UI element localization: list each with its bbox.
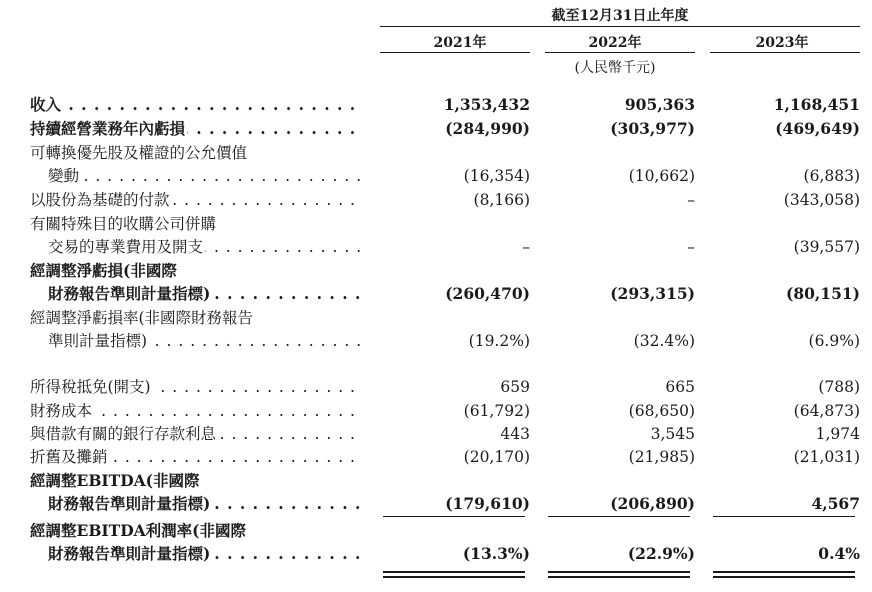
row-value: (16,354) xyxy=(463,167,530,185)
row-label-line xyxy=(30,214,360,234)
row-label-line xyxy=(48,544,360,564)
unit-label: (人民幣千元) xyxy=(574,60,656,76)
row-label-text: 準則計量指標) xyxy=(48,332,148,350)
row-label-text: 財務報告準則計量指標) xyxy=(48,284,211,303)
row-value: 4,567 xyxy=(811,494,860,513)
row-value: (20,170) xyxy=(463,448,530,466)
row-label-line xyxy=(30,471,360,491)
double-rule-top xyxy=(713,571,855,573)
year-rule-2023 xyxy=(710,52,860,53)
row-label-text: 可轉換優先股及權證的公允價值 xyxy=(30,144,248,162)
row-label-text: 與借款有關的銀行存款利息 xyxy=(30,425,217,443)
row-value: (32.4%) xyxy=(633,332,695,350)
double-rule-top xyxy=(383,571,525,573)
row-value: (179,610) xyxy=(445,494,530,513)
row-label-text: 經調整淨虧損率(非國際財務報告 xyxy=(30,309,254,327)
double-rule-top xyxy=(548,571,690,573)
total-rule xyxy=(383,516,525,517)
row-label-line xyxy=(30,377,360,397)
row-value: 443 xyxy=(500,425,530,443)
row-value: (68,650) xyxy=(628,402,695,420)
double-rule-bottom xyxy=(383,576,525,578)
row-label-line xyxy=(48,166,360,186)
row-value: (39,557) xyxy=(793,238,860,256)
period-rule xyxy=(380,26,860,27)
row-value: (343,058) xyxy=(783,191,860,209)
row-label-line xyxy=(48,331,360,351)
total-rule xyxy=(713,516,855,517)
row-value: – xyxy=(522,238,530,256)
row-label-line xyxy=(30,95,360,115)
row-label-line xyxy=(30,143,360,163)
row-value: (260,470) xyxy=(445,284,530,303)
row-label-text: 折舊及攤銷 xyxy=(30,448,108,466)
row-value: (22.9%) xyxy=(627,544,695,563)
row-value: (21,985) xyxy=(628,448,695,466)
row-label-line xyxy=(30,261,360,281)
row-label-text: 以股份為基礎的付款 xyxy=(30,191,170,209)
row-label-text: 交易的專業費用及開支 xyxy=(48,238,204,256)
row-value: 0.4% xyxy=(818,544,860,563)
row-label-line xyxy=(30,308,360,328)
row-label-line xyxy=(30,447,360,467)
row-label-text: 有關特殊目的收購公司併購 xyxy=(30,215,217,233)
row-label-text: 財務報告準則計量指標) xyxy=(48,494,211,513)
row-label-text: 經調整EBITDA(非國際 xyxy=(30,471,200,490)
double-rule-bottom xyxy=(713,576,855,578)
row-label-text: 財務成本 xyxy=(30,402,93,420)
year-rule-2022 xyxy=(545,52,695,53)
row-label-line xyxy=(48,494,360,514)
row-value: 1,353,432 xyxy=(443,95,530,114)
double-rule-bottom xyxy=(548,576,690,578)
row-label-line xyxy=(30,424,360,444)
row-value: (13.3%) xyxy=(462,544,530,563)
row-label-line xyxy=(30,401,360,421)
row-value: (6,883) xyxy=(803,167,860,185)
row-value: (80,151) xyxy=(786,284,860,303)
year-rule-2021 xyxy=(380,52,530,53)
row-value: (206,890) xyxy=(610,494,695,513)
row-value: 905,363 xyxy=(624,95,695,114)
row-value: (10,662) xyxy=(628,167,695,185)
row-value: (788) xyxy=(818,378,860,396)
row-value: – xyxy=(687,191,695,209)
row-label-line xyxy=(30,119,360,139)
row-value: (8,166) xyxy=(473,191,530,209)
row-value: (284,990) xyxy=(445,119,530,138)
row-value: (64,873) xyxy=(793,402,860,420)
row-value: (303,977) xyxy=(610,119,695,138)
row-label-text: 持續經營業務年內虧損 xyxy=(30,119,186,138)
row-label-line xyxy=(30,521,360,541)
row-label-text: 所得稅抵免(開支) xyxy=(30,378,151,396)
row-label-text: 經調整淨虧損(非國際 xyxy=(30,261,177,280)
period-header: 截至12月31日止年度 xyxy=(551,8,689,24)
row-value: (21,031) xyxy=(793,448,860,466)
row-label-line xyxy=(30,190,360,210)
row-value: 665 xyxy=(665,378,695,396)
row-value: (61,792) xyxy=(463,402,530,420)
row-value: 1,974 xyxy=(815,425,860,443)
row-value: 3,545 xyxy=(650,425,695,443)
row-value: (469,649) xyxy=(775,119,860,138)
year-header-2023: 2023年 xyxy=(755,35,809,51)
row-label-text: 收入 xyxy=(30,95,62,114)
row-label-text: 財務報告準則計量指標) xyxy=(48,544,211,563)
year-header-2022: 2022年 xyxy=(588,35,642,51)
row-value: (19.2%) xyxy=(468,332,530,350)
row-label-line xyxy=(48,237,360,257)
row-label-text: 變動 xyxy=(48,167,80,185)
row-value: (6.9%) xyxy=(808,332,860,350)
total-rule xyxy=(548,516,690,517)
year-header-2021: 2021年 xyxy=(433,35,487,51)
row-value: 1,168,451 xyxy=(773,95,860,114)
row-value: (293,315) xyxy=(610,284,695,303)
row-label-line xyxy=(48,284,360,304)
row-label-text: 經調整EBITDA利潤率(非國際 xyxy=(30,521,247,540)
row-value: 659 xyxy=(500,378,530,396)
row-value: – xyxy=(687,238,695,256)
